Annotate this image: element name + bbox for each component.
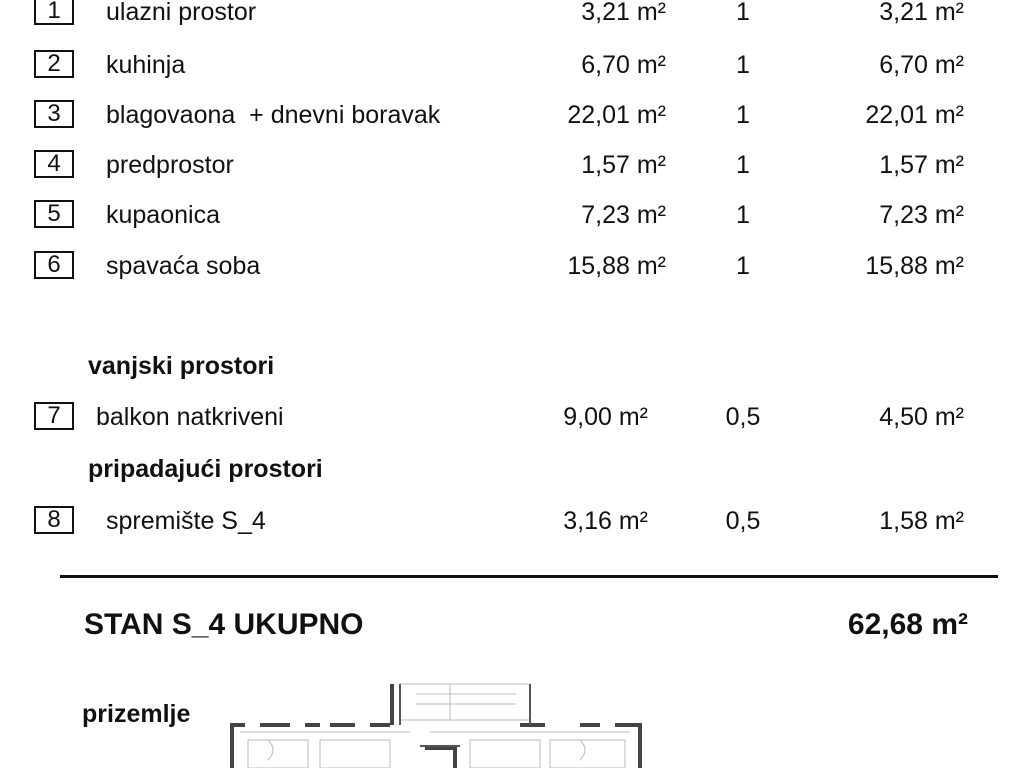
room-name: spremište S_4: [106, 507, 266, 535]
room-name: spavaća soba: [106, 252, 261, 280]
room-row-5: [0, 195, 1024, 235]
room-coefficient: 1: [736, 0, 750, 26]
room-number-box: 5: [34, 200, 74, 228]
room-coefficient: 1: [736, 51, 750, 79]
room-number-box: 6: [34, 251, 74, 279]
outdoor-section-heading: vanjski prostori: [88, 352, 275, 380]
floor-label: prizemlje: [82, 700, 191, 728]
room-total: 7,23 m²: [879, 201, 964, 229]
room-coefficient: 1: [736, 201, 750, 229]
room-row-4: [0, 145, 1024, 185]
room-total: 4,50 m²: [879, 403, 964, 431]
room-row-7: [0, 397, 1024, 437]
room-row-1: [0, 0, 1024, 32]
summary-label: STAN S_4 UKUPNO: [84, 608, 364, 641]
room-total: 1,58 m²: [879, 507, 964, 535]
room-total: 15,88 m²: [865, 252, 964, 280]
room-number-box: 3: [34, 100, 74, 128]
summary-divider: [60, 575, 998, 578]
floor-plan-drawing-icon: [220, 680, 650, 768]
room-row-6: [0, 246, 1024, 286]
room-name: blagovaona + dnevni boravak: [106, 101, 441, 129]
room-name: predprostor: [106, 151, 234, 179]
belonging-section-heading: pripadajući prostori: [88, 455, 323, 483]
room-total: 6,70 m²: [879, 51, 964, 79]
room-row-2: [0, 45, 1024, 85]
room-total: 3,21 m²: [879, 0, 964, 26]
room-coefficient: 1: [736, 151, 750, 179]
room-name: kuhinja: [106, 51, 186, 79]
room-number-box: 4: [34, 150, 74, 178]
room-coefficient: 0,5: [725, 507, 761, 535]
room-coefficient: 1: [736, 252, 750, 280]
room-coefficient: 0,5: [725, 403, 761, 431]
room-total: 22,01 m²: [865, 101, 964, 129]
room-name: balkon natkriveni: [96, 403, 284, 431]
room-name: ulazni prostor: [106, 0, 257, 26]
room-area: 22,01 m²: [567, 101, 666, 129]
room-coefficient: 1: [736, 101, 750, 129]
room-number-box: 1: [34, 0, 74, 25]
room-area: 9,00 m²: [563, 403, 648, 431]
room-area: 6,70 m²: [581, 51, 666, 79]
room-row-3: [0, 95, 1024, 135]
room-row-8: [0, 501, 1024, 541]
room-number-box: 2: [34, 50, 74, 78]
room-name: kupaonica: [106, 201, 220, 229]
room-area: 1,57 m²: [581, 151, 666, 179]
room-number-box: 7: [34, 402, 74, 430]
room-number-box: 8: [34, 506, 74, 534]
room-total: 1,57 m²: [879, 151, 964, 179]
room-area: 15,88 m²: [567, 252, 666, 280]
room-area: 3,21 m²: [581, 0, 666, 26]
summary-total: 62,68 m²: [847, 608, 968, 641]
room-area: 7,23 m²: [581, 201, 666, 229]
room-area: 3,16 m²: [563, 507, 648, 535]
